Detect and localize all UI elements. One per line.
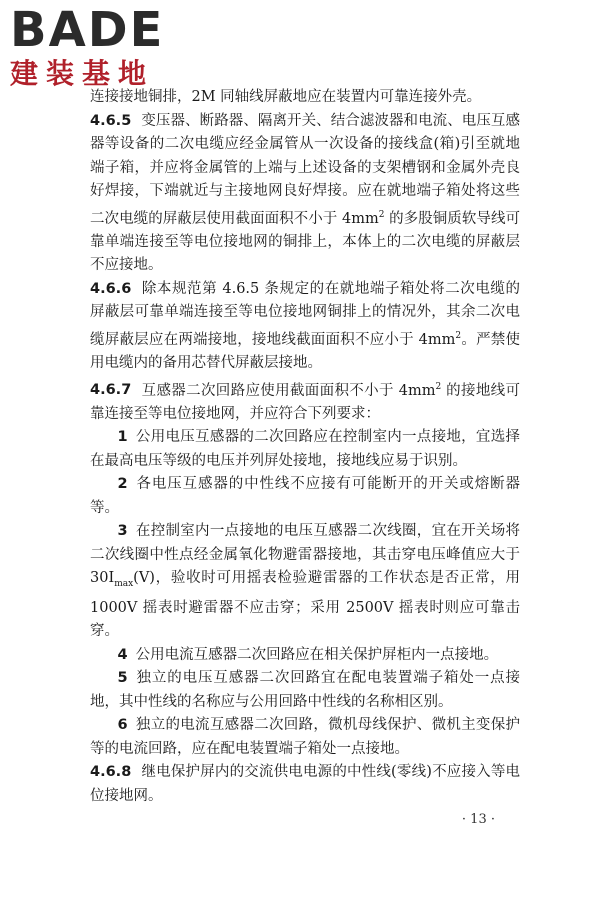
list-item-2: [90, 473, 520, 520]
logo-chinese-name: 建装基地: [10, 57, 155, 90]
section-number: 4.6.7: [90, 382, 132, 399]
section-4-6-8: [90, 761, 520, 808]
section-4-6-5: [90, 110, 520, 278]
item-number: 1: [117, 429, 128, 446]
item-number: 2: [117, 476, 128, 493]
item-text: 独立的电压互感器二次回路宜在配电装置端子箱处一点接地，其中性线的名称应与公用回路中性线的名称相区别。: [90, 670, 520, 710]
section-text: 。严禁使用电缆内的备用芯替代屏蔽层接地。: [90, 331, 521, 372]
item-number: 5: [117, 670, 128, 687]
page-number: · 13 ·: [461, 812, 495, 827]
item-text: 公用电流互感器二次回路应在相关保护屏柜内一点接地。: [135, 646, 499, 663]
item-number: 4: [117, 646, 128, 663]
section-number: 4.6.5: [90, 112, 132, 129]
item-text: 公用电压互感器的二次回路应在控制室内一点接地，宜选择在最高电压等级的电压并列屏处接地，接地线应易于识别。: [90, 429, 520, 469]
section-text: 的接地线可靠连接至等电位接地网，并应符合下列要求：: [90, 382, 520, 422]
item-text: 在控制室内一点接地的电压互感器二次线圈，宜在开关场将二次线圈中性点经金属氧化物避雷器接地，其击穿电压峰值应大于 30I: [90, 523, 520, 587]
list-item-5: [90, 667, 520, 714]
subscript: max: [114, 579, 134, 590]
superscript: 2: [378, 209, 385, 220]
section-number: 4.6.8: [90, 764, 132, 781]
list-item-1: [90, 426, 520, 473]
section-4-6-6: [90, 278, 520, 376]
section-text: 的多股铜质软导线可靠单端连接至等电位接地网的铜排上，本体上的二次电缆的屏蔽层不应接地。: [90, 210, 520, 274]
list-item-3: [90, 520, 520, 643]
section-text: 变压器、断路器、隔离开关、结合滤波器和电流、电压互感器等设备的二次电缆应经金属管从一次设备的接线盒(箱)引至就地端子箱，并应将金属管的上端与上述设备的支架槽钢和金属外壳良好焊接，下端就近与主接地网良好焊接。应在就地端子箱处将这些二次电缆的屏蔽层使用截面面积不小于 4mm: [90, 112, 520, 227]
section-text: 除本规范第 4.6.5 条规定的在就地端子箱处将二次电缆的屏蔽层可靠单端连接至等电位接地网铜排上的情况外，其余二次电缆屏蔽层应在两端接地，接地线截面面积不应小于 4mm: [90, 280, 520, 348]
paragraph-text: 连接接地铜排，2M 同轴线屏蔽地应在装置内可靠连接外壳。: [90, 89, 482, 105]
item-number: 3: [117, 523, 128, 540]
section-4-6-7: [90, 376, 520, 427]
section-number: 4.6.6: [90, 280, 132, 297]
section-text: 继电保护屏内的交流供电电源的中性线(零线)不应接入等电位接地网。: [90, 764, 520, 804]
brand-logo: [10, 2, 180, 96]
section-text: 互感器二次回路应使用截面面积不小于 4mm: [141, 382, 436, 399]
list-item-6: [90, 714, 520, 761]
item-text: 独立的电流互感器二次回路，微机母线保护、微机主变保护等的电流回路，应在配电装置端子箱处一点接地。: [90, 717, 520, 757]
list-item-4: [90, 644, 520, 668]
superscript: 2: [455, 330, 462, 341]
paragraph-continued: [90, 86, 520, 110]
document-body: [90, 86, 520, 808]
item-text: 各电压互感器的中性线不应接有可能断开的开关或熔断器等。: [90, 476, 520, 516]
logo-wordmark: BADE: [10, 2, 165, 58]
item-text: (V)，验收时可用摇表检验避雷器的工作状态是否正常，用 1000V 摇表时避雷器不应击穿；采用 2500V 摇表时则应可靠击穿。: [90, 570, 520, 640]
superscript: 2: [435, 381, 442, 392]
item-number: 6: [117, 717, 128, 734]
